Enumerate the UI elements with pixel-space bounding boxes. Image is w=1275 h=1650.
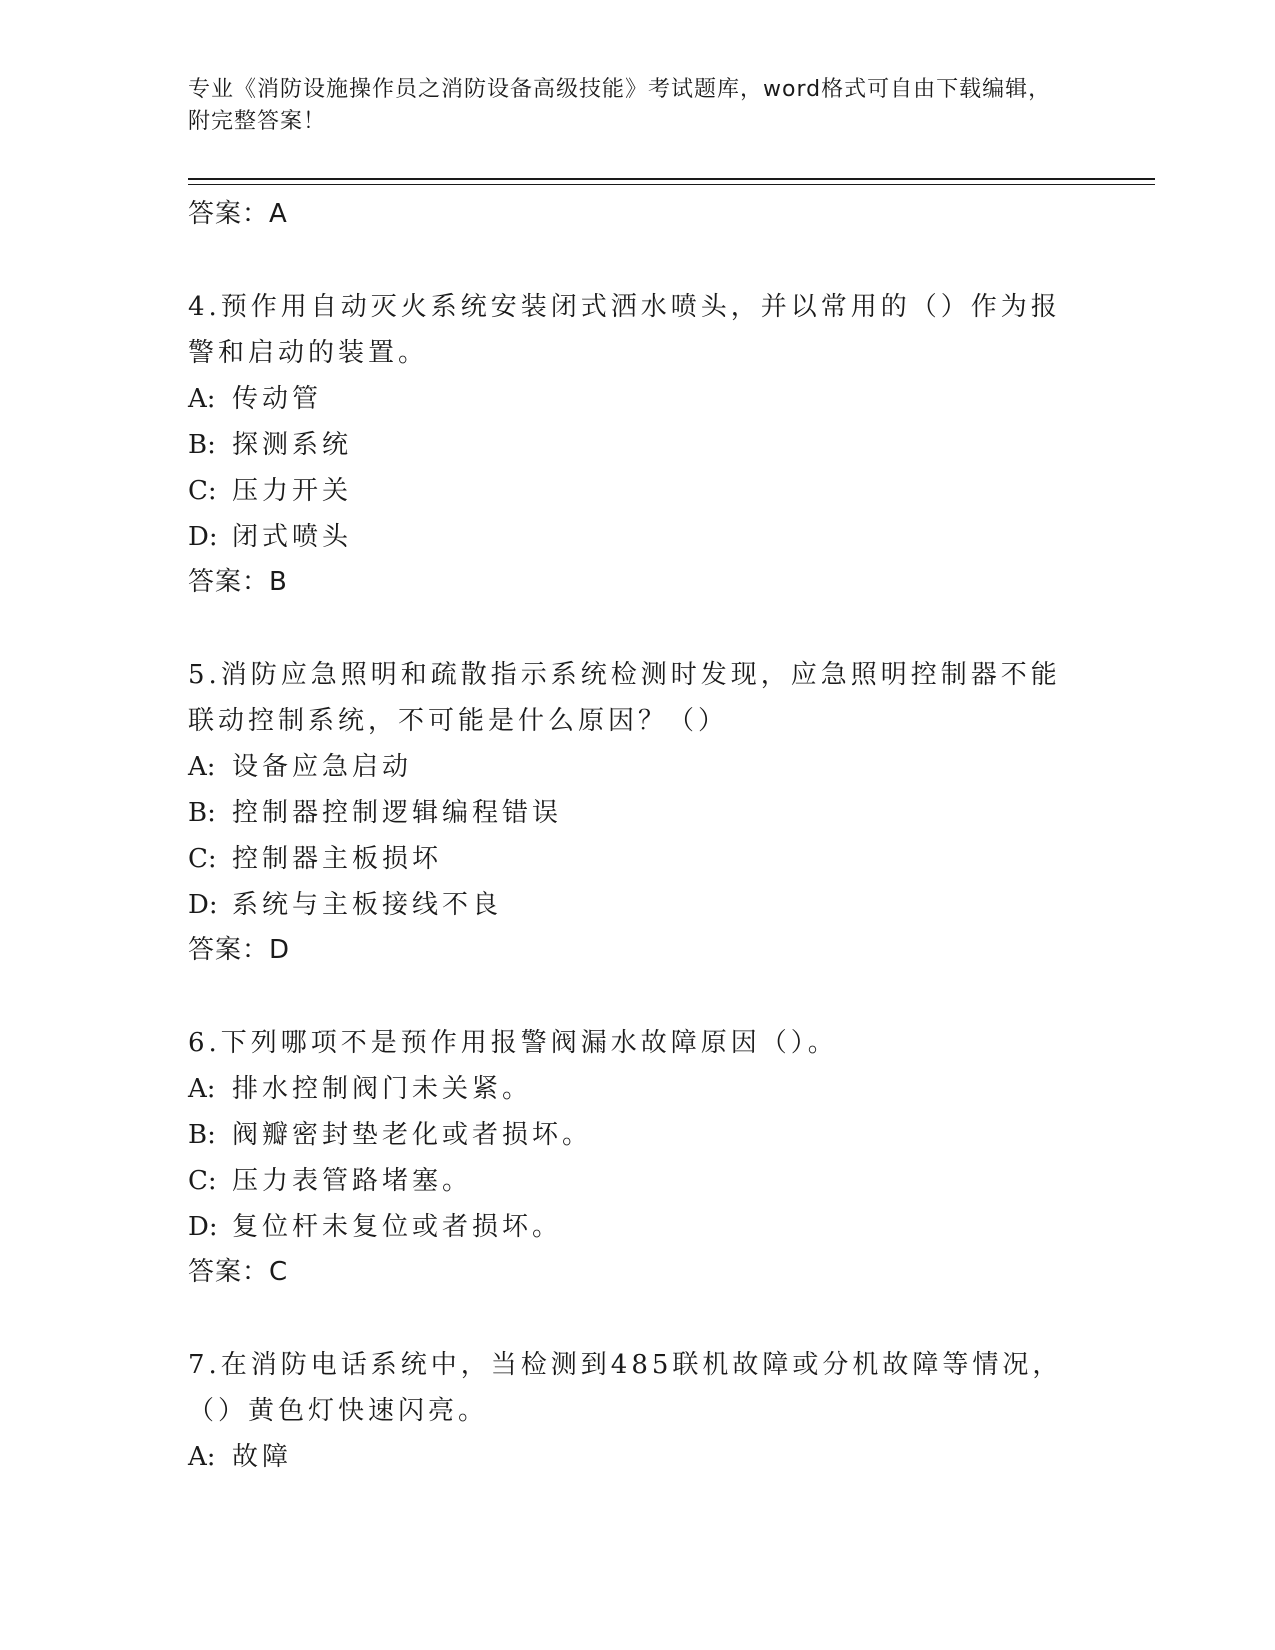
answer-line: 答案：C [188, 1257, 289, 1287]
answer-line: 答案：A [188, 199, 288, 229]
option-d: D: 复位杆未复位或者损坏。 [188, 1212, 563, 1242]
spacer [188, 972, 1088, 1020]
option-a: A: 传动管 [188, 384, 323, 414]
option-b: B: 阀瓣密封垫老化或者损坏。 [188, 1120, 593, 1150]
option-d: D: 系统与主板接线不良 [188, 890, 503, 920]
question-block [188, 1020, 1088, 1294]
option-c: C: 压力表管路堵塞。 [188, 1166, 473, 1196]
option-c: C: 压力开关 [188, 476, 353, 506]
option-d: D: 闭式喷头 [188, 522, 353, 552]
question-block [188, 1342, 1088, 1480]
spacer [188, 604, 1088, 652]
question-list [188, 192, 1088, 1480]
question-stem: 4.预作用自动灭火系统安装闭式洒水喷头，并以常用的（）作为报警和启动的装置。 [188, 292, 1061, 368]
option-a: A: 故障 [188, 1442, 293, 1472]
answer-line: 答案：D [188, 935, 291, 965]
spacer [188, 236, 1088, 284]
option-b: B: 控制器控制逻辑编程错误 [188, 798, 563, 828]
option-a: A: 设备应急启动 [188, 752, 413, 782]
document-header: 专业《消防设施操作员之消防设备高级技能》考试题库，word格式可自由下载编辑，附完整答案！ [188, 77, 1052, 134]
header-rule-thin [188, 184, 1155, 185]
question-stem: 5.消防应急照明和疏散指示系统检测时发现，应急照明控制器不能联动控制系统，不可能是什么原因？（） [188, 660, 1061, 736]
spacer [188, 1294, 1088, 1342]
question-stem: 7.在消防电话系统中，当检测到485联机故障或分机故障等情况，（）黄色灯快速闪亮。 [188, 1350, 1063, 1426]
option-b: B: 探测系统 [188, 430, 353, 460]
question-block [188, 652, 1088, 972]
option-a: A: 排水控制阀门未关紧。 [188, 1074, 533, 1104]
header-rule-thick [188, 178, 1155, 180]
answer-line: 答案：B [188, 567, 288, 597]
option-c: C: 控制器主板损坏 [188, 844, 443, 874]
question-stem: 6.下列哪项不是预作用报警阀漏水故障原因（）。 [188, 1028, 838, 1058]
question-block [188, 284, 1088, 604]
